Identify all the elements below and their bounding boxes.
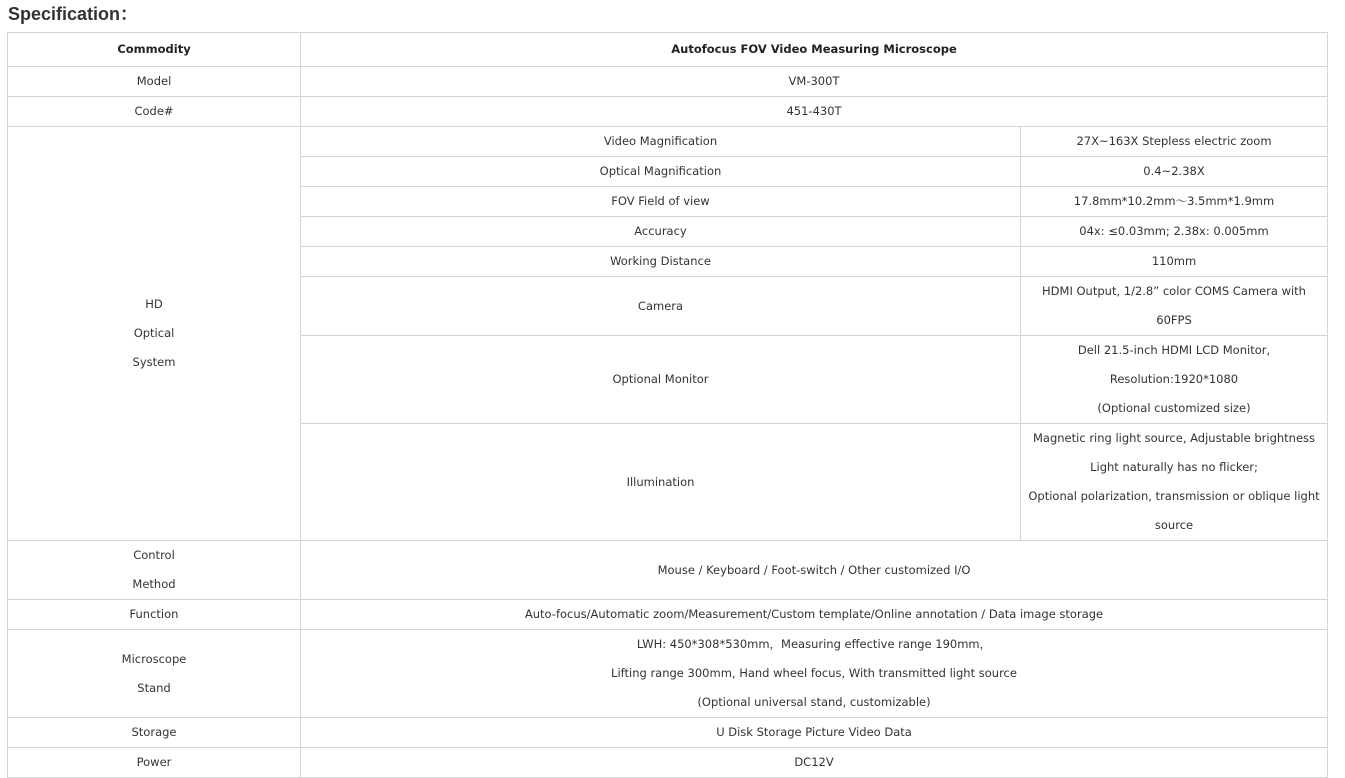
control-method-label-line: Method <box>132 577 176 591</box>
camera-label: Camera <box>301 277 1021 336</box>
accuracy-value: 04x: ≤0.03mm; 2.38x: 0.005mm <box>1021 217 1328 247</box>
page-heading: Specification： <box>8 4 139 24</box>
commodity-label: Commodity <box>117 42 191 56</box>
storage-label: Storage <box>8 718 301 748</box>
illumination-value-cell <box>1021 424 1328 541</box>
model-value-cell <box>301 67 1328 97</box>
power-label: Power <box>8 748 301 778</box>
code-value-cell <box>301 97 1328 127</box>
optical-magnification-value: 0.4~2.38X <box>1021 157 1328 187</box>
microscope-stand-value-cell <box>301 630 1328 718</box>
code-label-cell <box>8 97 301 127</box>
table-row-storage <box>8 718 1328 748</box>
control-method-value: Mouse / Keyboard / Foot-switch / Other customized I/O <box>301 541 1328 600</box>
illumination-value-line: Light naturally has no flicker; <box>1090 460 1258 474</box>
table-row-microscope-stand <box>8 630 1328 718</box>
fov-label: FOV Field of view <box>301 187 1021 217</box>
optical-system-label-cell <box>8 127 301 541</box>
illumination-label: Illumination <box>301 424 1021 541</box>
specification-table <box>7 32 1328 778</box>
storage-value: U Disk Storage Picture Video Data <box>301 718 1328 748</box>
optional-monitor-value-line: Dell 21.5-inch HDMI LCD Monitor, <box>1077 343 1271 357</box>
microscope-stand-label-line: Stand <box>137 680 171 695</box>
optional-monitor-value-line: Resolution:1920*1080 <box>1109 372 1239 386</box>
table-header-row <box>8 33 1328 67</box>
control-method-label-cell <box>8 541 301 600</box>
control-method-label-line: Control <box>133 548 175 562</box>
power-value: DC12V <box>301 748 1328 778</box>
working-distance-value: 110mm <box>1021 247 1328 277</box>
commodity-value: Autofocus FOV Video Measuring Microscope <box>671 42 957 56</box>
video-magnification-label: Video Magnification <box>301 127 1021 157</box>
optical-system-label-line: HD <box>145 297 163 311</box>
accuracy-label: Accuracy <box>301 217 1021 247</box>
illumination-value-line: Magnetic ring light source, Adjustable brightness <box>1033 431 1316 445</box>
optical-system-label-line: System <box>132 355 176 369</box>
microscope-stand-label-cell <box>8 630 301 718</box>
optical-system-label-line: Optical <box>133 326 175 340</box>
optional-monitor-value-line: (Optional customized size) <box>1097 401 1251 415</box>
microscope-stand-value-line: LWH: 450*308*530mm，Measuring effective range 190mm， <box>636 637 992 651</box>
video-magnification-value: 27X~163X Stepless electric zoom <box>1021 127 1328 157</box>
model-label-cell <box>8 67 301 97</box>
function-label: Function <box>8 600 301 630</box>
model-label: Model <box>136 74 172 88</box>
microscope-stand-value-line: Lifting range 300mm, Hand wheel focus, With transmitted light source <box>611 666 1017 680</box>
working-distance-label: Working Distance <box>301 247 1021 277</box>
illumination-value-line: Optional polarization, transmission or oblique light <box>1028 489 1320 503</box>
table-row-video-magnification <box>8 127 1328 157</box>
camera-value: HDMI Output, 1/2.8” color COMS Camera with 60FPS <box>1021 277 1328 336</box>
table-row-function <box>8 600 1328 630</box>
microscope-stand-value-line: (Optional universal stand, customizable) <box>697 695 931 709</box>
commodity-label-cell <box>8 33 301 67</box>
table-row-model <box>8 67 1328 97</box>
microscope-stand-label-line: Microscope <box>121 651 187 666</box>
table-row-power <box>8 748 1328 778</box>
optional-monitor-label: Optional Monitor <box>301 336 1021 424</box>
function-value: Auto-focus/Automatic zoom/Measurement/Custom template/Online annotation / Data image storage <box>301 600 1328 630</box>
model-value: VM-300T <box>788 74 840 88</box>
optional-monitor-value-cell <box>1021 336 1328 424</box>
code-label: Code# <box>134 104 174 118</box>
table-row-code <box>8 97 1328 127</box>
commodity-value-cell <box>301 33 1328 67</box>
illumination-value-line: source <box>1154 518 1194 532</box>
code-value: 451-430T <box>786 104 842 118</box>
optical-magnification-label: Optical Magnification <box>301 157 1021 187</box>
table-row-control-method <box>8 541 1328 600</box>
fov-value: 17.8mm*10.2mm～3.5mm*1.9mm <box>1021 187 1328 217</box>
